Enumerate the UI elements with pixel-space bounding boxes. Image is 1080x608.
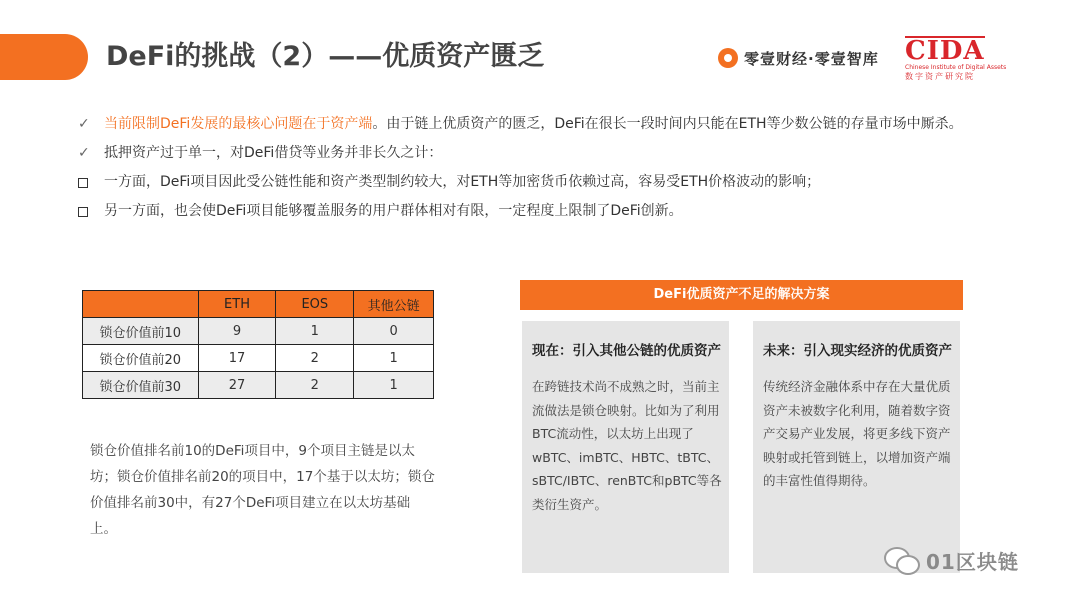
bullet-highlight: 当前限制DeFi发展的最核心问题在于资产端 [104, 116, 373, 132]
bullet-text: 另一方面，也会使DeFi项目能够覆盖服务的用户群体相对有限，一定程度上限制了DeFi创新。 [104, 203, 683, 219]
solution-title: 未来：引入现实经济的优质资产 [763, 343, 952, 359]
table-cell: 锁仓价值前30 [83, 372, 199, 399]
square-bullet-icon [78, 197, 98, 228]
cida-chinese-name: 数字资产研究院 [905, 72, 975, 81]
table-header-cell: ETH [198, 291, 276, 318]
square-bullet-icon [78, 168, 98, 199]
table-cell: 1 [354, 372, 434, 399]
bullet-text: 一方面，DeFi项目因此受公链性能和资产类型制约较大，对ETH等加密货币依赖过高，容易受ETH价格波动的影响； [104, 174, 821, 190]
table-header-cell [83, 291, 199, 318]
solution-panel-now [522, 321, 729, 573]
cida-logo [905, 36, 1007, 81]
table-cell: 9 [198, 318, 276, 345]
bullet-item [78, 197, 1018, 226]
table-cell: 17 [198, 345, 276, 372]
bullet-text: 。由于链上优质资产的匮乏，DeFi在很长一段时间内只能在ETH等少数公链的存量市场中厮杀。 [372, 116, 963, 132]
table-cell: 锁仓价值前20 [83, 345, 199, 372]
table-cell: 0 [354, 318, 434, 345]
table-cell: 锁仓价值前10 [83, 318, 199, 345]
solution-text: 在跨链技术尚不成熟之时，当前主流做法是锁仓映射。比如为了利用BTC流动性，以太坊上出现了wBTC、imBTC、HBTC、tBTC、sBTC/IBTC、renBTC和pBTC等各类衍生资产。 [532, 379, 722, 512]
cida-logo-text: CIDA [905, 36, 985, 66]
table-row [83, 318, 434, 345]
cida-english-name: Chinese Institute of Digital Assets [905, 64, 1007, 71]
brand-text: 零壹财经·零壹智库 [744, 49, 879, 68]
table-header-row [83, 291, 434, 318]
table-cell: 1 [354, 345, 434, 372]
table-row [83, 372, 434, 399]
solution-panel-future [753, 321, 960, 573]
bullet-item [78, 110, 1018, 139]
watermark [884, 542, 1019, 578]
bullet-item [78, 168, 1018, 197]
table-cell: 2 [276, 372, 354, 399]
table-header-cell: 其他公链 [354, 291, 434, 318]
page-title: DeFi的挑战（2）——优质资产匮乏 [106, 41, 545, 72]
wechat-icon [884, 545, 918, 575]
brand-lingyi [718, 46, 879, 70]
table-cell: 2 [276, 345, 354, 372]
lingyi-logo-icon [718, 48, 738, 68]
bullet-item [78, 139, 1018, 168]
table-row [83, 345, 434, 372]
solution-title: 现在：引入其他公链的优质资产 [532, 343, 721, 359]
check-icon: ✓ [78, 116, 90, 132]
table-cell: 27 [198, 372, 276, 399]
solution-text: 传统经济金融体系中存在大量优质资产未被数字化利用，随着数字资产交易产业发展，将更多线下资产映射或托管到链上，以增加资产端的丰富性值得期待。 [763, 379, 951, 488]
watermark-text: 01区块链 [926, 549, 1019, 574]
bullet-list [78, 110, 1018, 226]
check-icon: ✓ [78, 145, 90, 161]
solutions-header: DeFi优质资产不足的解决方案 [520, 280, 963, 310]
table-note: 锁仓价值排名前10的DeFi项目中，9个项目主链是以太坊；锁仓价值排名前20的项目中，17个基于以太坊；锁仓价值排名前30中，有27个DeFi项目建立在以太坊基础上。 [90, 443, 435, 537]
bullet-text: 抵押资产过于单一，对DeFi借贷等业务并非长久之计： [104, 145, 443, 161]
public-chain-table [82, 290, 434, 399]
table-cell: 1 [276, 318, 354, 345]
table-header-cell: EOS [276, 291, 354, 318]
title-accent-bar [0, 34, 88, 80]
